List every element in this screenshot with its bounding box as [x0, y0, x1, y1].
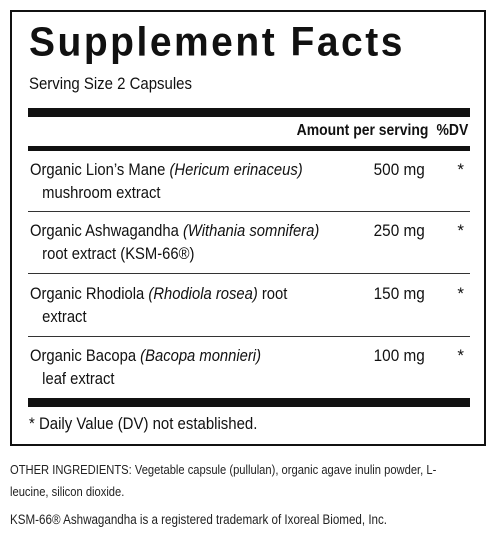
other-ingredients — [10, 459, 474, 503]
ingredient-common-name: Organic Ashwagandha — [30, 221, 179, 240]
ingredient-form: root extract (KSM-66®) — [42, 244, 195, 263]
ingredient-form: mushroom extract — [42, 183, 161, 202]
header-amount-per-serving: Amount per serving — [296, 122, 428, 139]
ingredient-latin-name: (Rhodiola rosea) — [148, 284, 258, 303]
ingredient-name — [30, 282, 395, 328]
row-divider — [28, 273, 470, 274]
ingredient-form: extract — [42, 307, 87, 326]
supplement-facts-panel — [10, 10, 486, 446]
ingredient-amount: 500 mg — [373, 160, 425, 179]
ingredient-common-name: Organic Bacopa — [30, 346, 137, 365]
ingredient-name — [30, 344, 395, 390]
top-thick-divider — [28, 108, 470, 117]
ingredient-latin-name: (Withania somnifera) — [182, 221, 320, 240]
ingredient-amount: 250 mg — [373, 221, 425, 240]
row-divider — [28, 211, 470, 212]
trademark-notice: KSM-66® Ashwagandha is a registered trademark of Ixoreal Biomed, Inc. — [10, 512, 388, 527]
ingredient-amount: 100 mg — [373, 346, 425, 365]
ingredient-name — [30, 158, 395, 204]
header-daily-value: %DV — [436, 122, 468, 139]
ingredient-dv: * — [457, 346, 464, 365]
ingredient-amount: 150 mg — [373, 284, 425, 303]
bottom-thick-divider — [28, 398, 470, 407]
serving-size: Serving Size 2 Capsules — [29, 74, 192, 93]
ingredient-common-name: Organic Rhodiola — [30, 284, 145, 303]
panel-title: Supplement Facts — [29, 19, 405, 66]
ingredient-common-name: Organic Lion’s Mane — [30, 160, 166, 179]
ingredient-latin-name: (Bacopa monnieri) — [140, 346, 262, 365]
ingredient-form: leaf extract — [42, 369, 115, 388]
ingredient-dv: * — [457, 284, 464, 303]
header-divider — [28, 146, 470, 151]
ingredient-dv: * — [457, 221, 464, 240]
other-ingredients-text: Vegetable capsule (pullulan), organic agave inulin powder, L-leucine, silicon dioxide. — [10, 462, 437, 499]
row-divider — [28, 336, 470, 337]
other-ingredients-label: OTHER INGREDIENTS: — [10, 462, 132, 477]
ingredient-latin-name: (Hericum erinaceus) — [169, 160, 303, 179]
ingredient-dv: * — [457, 160, 464, 179]
footnote: * Daily Value (DV) not established. — [29, 414, 258, 433]
ingredient-form-start: root — [261, 284, 288, 303]
ingredient-name — [30, 219, 395, 265]
